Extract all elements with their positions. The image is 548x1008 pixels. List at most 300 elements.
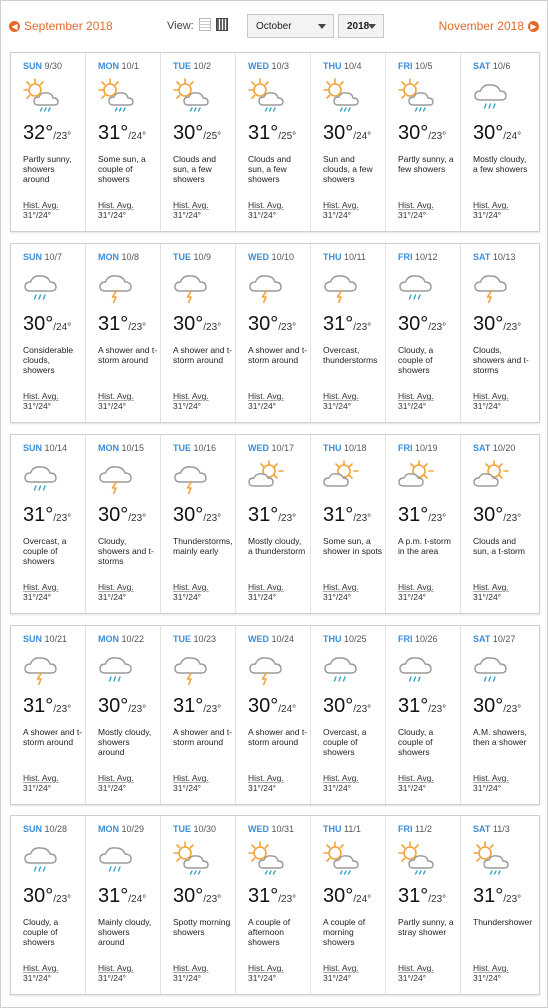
high-temp: 30° [248, 313, 279, 335]
day-cell[interactable] [461, 244, 536, 422]
year-select[interactable] [338, 14, 384, 38]
low-temp: /23° [428, 131, 447, 142]
month-navigation [1, 1, 548, 49]
low-temp: /23° [53, 513, 72, 524]
hist-avg-label: Hist. Avg. [98, 200, 134, 210]
temperature [23, 885, 71, 908]
day-cell[interactable] [236, 626, 311, 804]
day-header [23, 824, 67, 834]
hist-avg-label: Hist. Avg. [323, 773, 359, 783]
day-header [173, 252, 211, 262]
sun-cloud-icon [246, 459, 286, 495]
hist-avg-label: Hist. Avg. [23, 773, 59, 783]
day-cell[interactable] [86, 244, 161, 422]
day-cell[interactable] [11, 53, 86, 231]
list-view-icon[interactable] [199, 18, 211, 31]
day-cell[interactable] [161, 435, 236, 613]
hist-avg-label: Hist. Avg. [473, 391, 509, 401]
day-header [323, 61, 362, 71]
cloud-rain-icon [471, 77, 511, 113]
hist-avg-value: 31°/24° [248, 783, 277, 793]
temperature [398, 122, 446, 145]
hist-avg-value: 31°/24° [248, 210, 277, 220]
high-temp: 31° [98, 313, 129, 335]
day-name: FRI [398, 824, 413, 834]
hist-avg-value: 31°/24° [398, 210, 427, 220]
cloud-lightning-icon [471, 268, 511, 304]
forecast-description: Clouds and sun, a few showers [248, 154, 292, 184]
day-cell[interactable] [311, 53, 386, 231]
day-name: WED [248, 252, 269, 262]
temperature [248, 504, 296, 527]
day-header [23, 443, 67, 453]
chevron-down-icon [368, 24, 376, 29]
day-cell[interactable] [386, 435, 461, 613]
temperature [248, 695, 296, 718]
day-cell[interactable] [386, 816, 461, 994]
hist-avg-label: Hist. Avg. [173, 200, 209, 210]
day-cell[interactable] [11, 626, 86, 804]
day-header [248, 443, 294, 453]
day-cell[interactable] [86, 435, 161, 613]
hist-avg-label: Hist. Avg. [473, 200, 509, 210]
day-name: SUN [23, 61, 43, 71]
day-date: 10/3 [271, 61, 290, 71]
historical-average [98, 582, 134, 602]
low-temp: /25° [278, 131, 297, 142]
day-name: MON [98, 443, 119, 453]
day-cell[interactable] [11, 816, 86, 994]
day-name: TUE [173, 443, 191, 453]
low-temp: /24° [128, 894, 147, 905]
hist-avg-label: Hist. Avg. [398, 391, 434, 401]
day-cell[interactable] [11, 244, 86, 422]
day-name: THU [323, 824, 342, 834]
day-cell[interactable] [236, 53, 311, 231]
low-temp: /23° [203, 322, 222, 333]
day-date: 10/19 [415, 443, 438, 453]
historical-average [473, 582, 509, 602]
low-temp: /23° [53, 704, 72, 715]
day-name: FRI [398, 61, 413, 71]
day-date: 10/7 [44, 252, 63, 262]
historical-average [23, 582, 59, 602]
hist-avg-label: Hist. Avg. [473, 582, 509, 592]
low-temp: /24° [353, 131, 372, 142]
forecast-description: A couple of morning showers [323, 917, 366, 947]
next-month-link[interactable] [439, 19, 539, 33]
forecast-description: A shower and t-storm around [248, 345, 308, 365]
hist-avg-label: Hist. Avg. [248, 773, 284, 783]
day-date: 9/30 [44, 61, 63, 71]
high-temp: 30° [398, 122, 429, 144]
high-temp: 30° [323, 122, 354, 144]
day-cell[interactable] [161, 816, 236, 994]
day-header [248, 824, 294, 834]
cloud-lightning-icon [96, 459, 136, 495]
forecast-description: Cloudy, showers and t-storms [98, 536, 154, 566]
sun-cloud-icon [396, 459, 436, 495]
hist-avg-label: Hist. Avg. [98, 391, 134, 401]
low-temp: /23° [53, 894, 72, 905]
day-cell[interactable] [86, 53, 161, 231]
day-date: 11/3 [492, 824, 510, 834]
day-header [98, 61, 139, 71]
hist-avg-label: Hist. Avg. [398, 773, 434, 783]
high-temp: 31° [23, 695, 54, 717]
chevron-left-icon: ◀ [9, 21, 20, 32]
high-temp: 31° [398, 885, 429, 907]
hist-avg-value: 31°/24° [398, 973, 427, 983]
low-temp: /23° [128, 513, 147, 524]
day-date: 10/24 [271, 634, 295, 644]
temperature [98, 695, 146, 718]
day-name: SUN [23, 634, 43, 644]
historical-average [473, 773, 509, 793]
view-label: View: [167, 20, 194, 32]
day-header [248, 61, 289, 71]
high-temp: 30° [173, 122, 204, 144]
day-cell[interactable] [11, 435, 86, 613]
temperature [173, 695, 221, 718]
hist-avg-label: Hist. Avg. [323, 200, 359, 210]
low-temp: /23° [353, 322, 372, 333]
cloud-rain-icon [396, 268, 436, 304]
temperature [248, 122, 296, 145]
low-temp: /24° [503, 131, 522, 142]
temperature [98, 504, 146, 527]
forecast-description: A shower and t-storm around [173, 727, 233, 747]
forecast-description: Mostly cloudy, a few showers [473, 154, 528, 174]
low-temp: /23° [428, 322, 447, 333]
hist-avg-label: Hist. Avg. [98, 582, 134, 592]
forecast-description: A.M. showers, then a shower [473, 727, 527, 747]
day-header [398, 61, 433, 71]
temperature [248, 885, 296, 908]
forecast-description: A shower and t-storm around [23, 727, 83, 747]
day-name: SUN [23, 443, 43, 453]
hist-avg-value: 31°/24° [323, 973, 352, 983]
month-select-value: October [256, 20, 292, 32]
historical-average [473, 391, 509, 411]
hist-avg-label: Hist. Avg. [23, 200, 59, 210]
high-temp: 30° [23, 885, 54, 907]
day-header [473, 252, 515, 262]
day-date: 10/18 [344, 443, 367, 453]
forecast-description: A couple of afternoon showers [248, 917, 291, 947]
forecast-description: A shower and t-storm around [98, 345, 158, 365]
low-temp: /23° [353, 704, 372, 715]
day-cell[interactable] [161, 53, 236, 231]
hist-avg-value: 31°/24° [173, 210, 202, 220]
high-temp: 31° [473, 885, 504, 907]
low-temp: /24° [278, 704, 297, 715]
forecast-description: Overcast, a couple of showers [323, 727, 367, 757]
day-header [398, 824, 432, 834]
week-row [10, 434, 540, 614]
day-header [98, 634, 144, 644]
day-cell[interactable] [161, 626, 236, 804]
high-temp: 32° [23, 122, 54, 144]
hist-avg-value: 31°/24° [398, 783, 427, 793]
prev-month-link[interactable] [9, 19, 113, 33]
low-temp: /23° [128, 704, 147, 715]
historical-average [473, 200, 509, 220]
day-header [398, 634, 438, 644]
hist-avg-value: 31°/24° [23, 401, 52, 411]
forecast-description: Some sun, a couple of showers [98, 154, 146, 184]
cloud-rain-icon [21, 459, 61, 495]
day-cell[interactable] [236, 435, 311, 613]
day-name: SAT [473, 824, 491, 834]
low-temp: /25° [203, 131, 222, 142]
hist-avg-value: 31°/24° [173, 973, 202, 983]
high-temp: 30° [323, 695, 354, 717]
cloud-rain-icon [396, 650, 436, 686]
day-cell[interactable] [386, 53, 461, 231]
cloud-lightning-icon [171, 268, 211, 304]
sun-cloud-rain-icon [321, 840, 361, 876]
day-date: 10/25 [344, 634, 367, 644]
hist-avg-label: Hist. Avg. [173, 773, 209, 783]
forecast-description: Cloudy, a couple of showers [398, 727, 434, 757]
temperature [323, 695, 371, 718]
forecast-description: Mostly cloudy, a thunderstorm [248, 536, 306, 556]
historical-average [323, 391, 359, 411]
hist-avg-value: 31°/24° [248, 973, 277, 983]
high-temp: 30° [398, 313, 429, 335]
hist-avg-label: Hist. Avg. [23, 391, 59, 401]
forecast-description: Considerable clouds, showers [23, 345, 74, 375]
day-date: 10/17 [271, 443, 295, 453]
day-name: THU [323, 61, 342, 71]
day-date: 10/28 [44, 824, 68, 834]
forecast-description: Overcast, a couple of showers [23, 536, 67, 566]
cloud-lightning-icon [321, 268, 361, 304]
low-temp: /23° [203, 704, 222, 715]
day-name: SUN [23, 824, 43, 834]
day-date: 10/2 [193, 61, 212, 71]
day-name: SAT [473, 443, 491, 453]
hist-avg-label: Hist. Avg. [323, 963, 359, 973]
low-temp: /24° [53, 322, 72, 333]
temperature [398, 504, 446, 527]
forecast-description: Partly sunny, a stray shower [398, 917, 454, 937]
forecast-description: Clouds, showers and t-storms [473, 345, 529, 375]
historical-average [23, 200, 59, 220]
day-date: 10/21 [44, 634, 68, 644]
cloud-lightning-icon [171, 459, 211, 495]
day-date: 10/30 [193, 824, 217, 834]
forecast-description: Sun and clouds, a few showers [323, 154, 373, 184]
day-date: 10/13 [492, 252, 516, 262]
forecast-description: A shower and t-storm around [173, 345, 233, 365]
high-temp: 31° [23, 504, 54, 526]
hist-avg-label: Hist. Avg. [173, 582, 209, 592]
chevron-right-icon: ▶ [528, 21, 539, 32]
day-cell[interactable] [461, 53, 536, 231]
sun-cloud-rain-icon [246, 840, 286, 876]
hist-avg-value: 31°/24° [98, 401, 127, 411]
day-cell[interactable] [386, 626, 461, 804]
historical-average [173, 391, 209, 411]
low-temp: /23° [278, 322, 297, 333]
day-cell[interactable] [461, 816, 536, 994]
low-temp: /23° [503, 513, 522, 524]
low-temp: /23° [428, 704, 447, 715]
hist-avg-value: 31°/24° [323, 783, 352, 793]
day-header [98, 824, 144, 834]
week-row [10, 243, 540, 423]
day-cell[interactable] [461, 435, 536, 613]
hist-avg-label: Hist. Avg. [323, 582, 359, 592]
temperature [473, 122, 521, 145]
day-header [323, 443, 367, 453]
day-cell[interactable] [386, 244, 461, 422]
low-temp: /23° [428, 513, 447, 524]
hist-avg-label: Hist. Avg. [98, 773, 134, 783]
day-header [98, 443, 144, 453]
forecast-description: A shower and t-storm around [248, 727, 308, 747]
day-header [323, 634, 367, 644]
hist-avg-label: Hist. Avg. [173, 391, 209, 401]
day-cell[interactable] [311, 816, 386, 994]
day-name: WED [248, 634, 269, 644]
day-name: TUE [173, 634, 191, 644]
historical-average [248, 773, 284, 793]
hist-avg-label: Hist. Avg. [398, 963, 434, 973]
hist-avg-value: 31°/24° [473, 210, 502, 220]
forecast-description: Clouds and sun, a t-storm [473, 536, 525, 556]
day-date: 11/2 [415, 824, 432, 834]
high-temp: 30° [473, 313, 504, 335]
day-cell[interactable] [311, 244, 386, 422]
temperature [473, 885, 521, 908]
forecast-description: Overcast, thunderstorms [323, 345, 378, 365]
hist-avg-value: 31°/24° [323, 401, 352, 411]
cloud-rain-icon [321, 650, 361, 686]
hist-avg-value: 31°/24° [398, 401, 427, 411]
grid-view-icon[interactable] [216, 18, 228, 31]
temperature [398, 313, 446, 336]
cloud-lightning-icon [96, 268, 136, 304]
day-cell[interactable] [161, 244, 236, 422]
sun-cloud-rain-icon [171, 77, 211, 113]
day-header [248, 634, 294, 644]
hist-avg-value: 31°/24° [398, 592, 427, 602]
day-date: 10/1 [121, 61, 140, 71]
forecast-description: Thundershower [473, 917, 533, 927]
day-date: 10/16 [193, 443, 217, 453]
week-row [10, 815, 540, 995]
hist-avg-label: Hist. Avg. [248, 963, 284, 973]
month-select[interactable] [247, 14, 334, 38]
hist-avg-label: Hist. Avg. [398, 582, 434, 592]
cloud-rain-icon [21, 268, 61, 304]
day-name: THU [323, 443, 342, 453]
forecast-description: Mostly cloudy, showers around [98, 727, 152, 757]
year-select-value: 2018 [347, 20, 370, 32]
day-cell[interactable] [236, 816, 311, 994]
forecast-description: Some sun, a shower in spots [323, 536, 383, 556]
high-temp: 31° [98, 122, 129, 144]
day-date: 10/29 [121, 824, 145, 834]
next-month-label: November 2018 [438, 19, 524, 33]
historical-average [248, 200, 284, 220]
hist-avg-value: 31°/24° [173, 783, 202, 793]
historical-average [98, 773, 134, 793]
day-name: THU [323, 634, 342, 644]
day-header [323, 252, 366, 262]
historical-average [23, 391, 59, 411]
low-temp: /23° [53, 131, 72, 142]
day-name: FRI [398, 634, 413, 644]
low-temp: /24° [353, 894, 372, 905]
hist-avg-value: 31°/24° [473, 401, 502, 411]
temperature [23, 313, 71, 336]
day-name: TUE [173, 824, 191, 834]
historical-average [248, 391, 284, 411]
day-name: MON [98, 252, 119, 262]
day-date: 10/26 [415, 634, 438, 644]
day-header [473, 61, 510, 71]
hist-avg-value: 31°/24° [23, 783, 52, 793]
day-name: THU [323, 252, 342, 262]
cloud-lightning-icon [171, 650, 211, 686]
temperature [23, 504, 71, 527]
temperature [173, 313, 221, 336]
temperature [323, 504, 371, 527]
sun-cloud-rain-icon [246, 77, 286, 113]
day-name: WED [248, 824, 269, 834]
day-name: FRI [398, 252, 413, 262]
historical-average [173, 963, 209, 983]
day-header [398, 252, 438, 262]
day-header [473, 443, 515, 453]
day-cell[interactable] [86, 626, 161, 804]
day-cell[interactable] [311, 435, 386, 613]
historical-average [323, 963, 359, 983]
day-date: 10/23 [193, 634, 217, 644]
hist-avg-label: Hist. Avg. [248, 582, 284, 592]
historical-average [473, 963, 509, 983]
day-header [98, 252, 139, 262]
hist-avg-label: Hist. Avg. [23, 582, 59, 592]
sun-cloud-rain-icon [396, 840, 436, 876]
day-cell[interactable] [461, 626, 536, 804]
hist-avg-label: Hist. Avg. [248, 391, 284, 401]
day-cell[interactable] [236, 244, 311, 422]
temperature [173, 122, 221, 145]
temperature [473, 313, 521, 336]
forecast-description: Spotty morning showers [173, 917, 231, 937]
sun-cloud-rain-icon [321, 77, 361, 113]
day-name: MON [98, 634, 119, 644]
low-temp: /23° [503, 704, 522, 715]
historical-average [323, 200, 359, 220]
hist-avg-value: 31°/24° [98, 973, 127, 983]
temperature [473, 695, 521, 718]
cloud-lightning-icon [21, 650, 61, 686]
high-temp: 30° [248, 695, 279, 717]
forecast-description: Clouds and sun, a few showers [173, 154, 217, 184]
day-name: TUE [173, 252, 191, 262]
temperature [173, 504, 221, 527]
hist-avg-label: Hist. Avg. [473, 963, 509, 973]
day-cell[interactable] [311, 626, 386, 804]
day-cell[interactable] [86, 816, 161, 994]
high-temp: 31° [248, 504, 279, 526]
